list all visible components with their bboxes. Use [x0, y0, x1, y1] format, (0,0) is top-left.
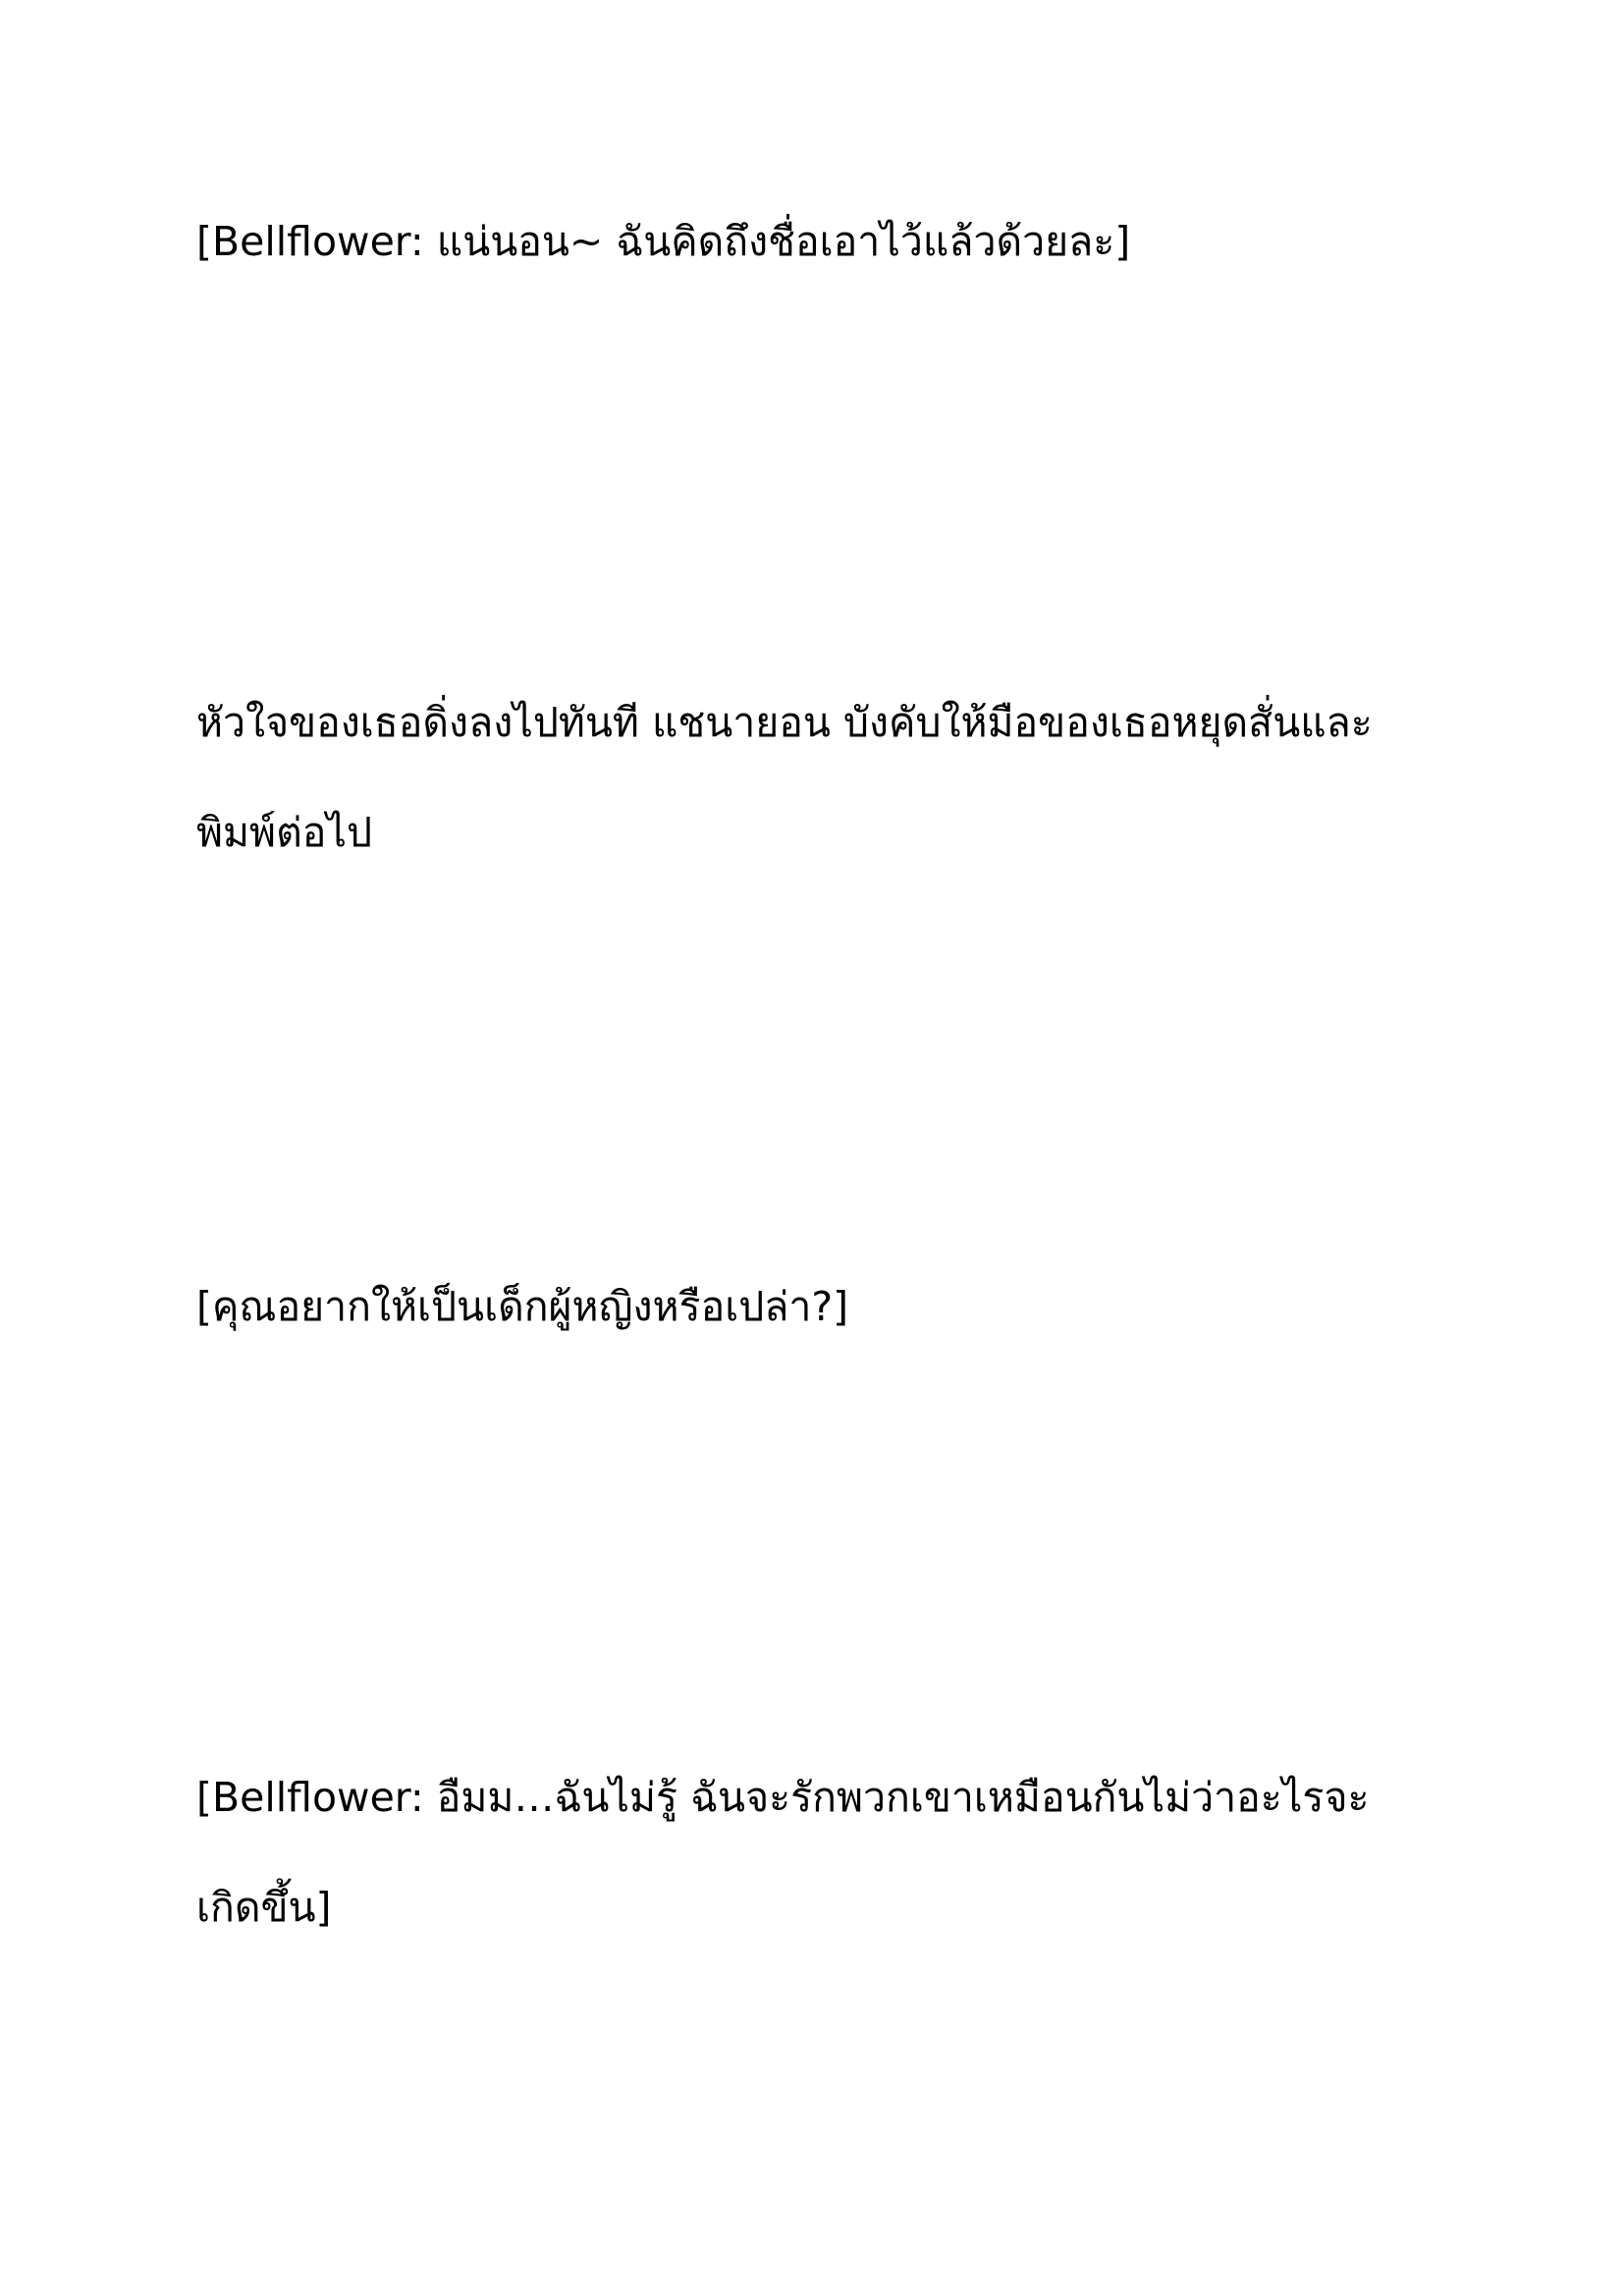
paragraph-narration: หัวใจของเธอดิ่งลงไปทันที แชนายอน บังคับให้มือของเธอหยุดสั่นและพิมพ์ต่อไป	[196, 699, 1373, 856]
paragraph-question: [คุณอยากให้เป็นเด็กผู้หญิงหรือเปล่า?]	[196, 1283, 849, 1330]
paragraph-bellflower-name: [Bellflower: แน่นอน~ ฉันคิดถึงชื่อเอาไว้แล้วด้วยละ]	[196, 218, 1131, 265]
paragraph-bellflower-reply: [Bellflower: อืมม…ฉันไม่รู้ ฉันจะรักพวกเขาเหมือนกันไม่ว่าอะไรจะเกิดขึ้น]	[196, 1774, 1370, 1931]
